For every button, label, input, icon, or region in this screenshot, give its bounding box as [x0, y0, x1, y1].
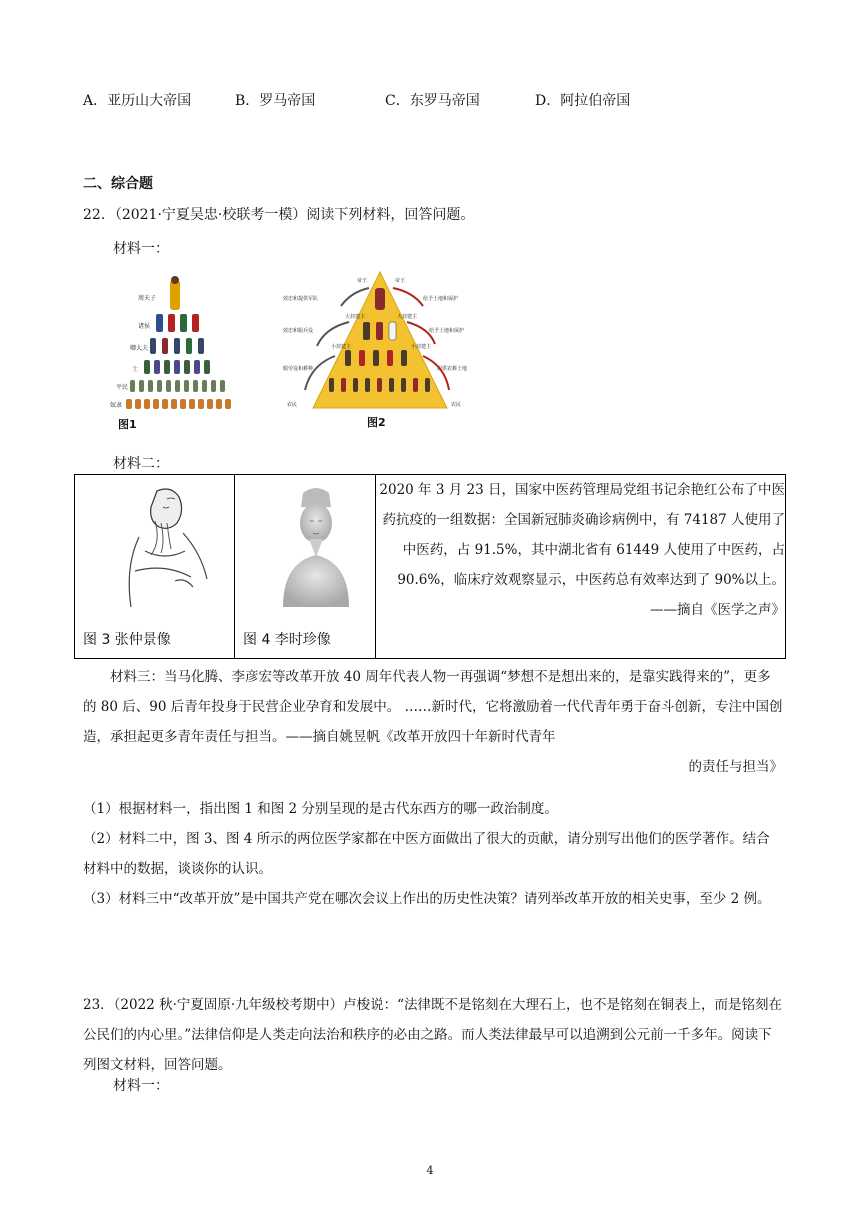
option-b: B．罗马帝国	[235, 93, 316, 109]
subquestion-3: （3）材料三中“改革开放”是中国共产党在哪次会议上作出的历史性决策？请列举改革开放的相关史事，至少 2 例。	[83, 891, 771, 907]
fig2-level-label: 农民	[287, 402, 298, 408]
material-3-text: 材料三：当马化腾、李彦宏等改革开放 40 周年代表人物一再强调“梦想不是想出来的，是靠实践得来的”，更多的 80 后、90 后青年投身于民营企业孕育和发展中。 ……新时代，它将激励着一代代青年勇于奋斗创新，专注中国创造，承担起更多青年责任与担当。——摘自姚昱帆《改革开放四十年新时代青年	[83, 669, 783, 745]
option-c: C．东罗马帝国	[385, 93, 480, 109]
fig3-cell	[75, 475, 235, 659]
fig1-level-label: 士	[132, 366, 139, 373]
question-22-subquestions	[83, 794, 783, 914]
material-3-source-end: 的责任与担当》	[688, 759, 783, 775]
fig3-caption: 图 3 张仲景像	[83, 632, 171, 648]
material-1-label: 材料一：	[113, 241, 169, 257]
fig2-level-label: 帝王	[357, 278, 368, 284]
subquestion-2: （2）材料二中，图 3、图 4 所示的两位医学家都在中医方面做出了很大的贡献，请分别写出他们的医学著作。结合材料中的数据，谈谈你的认识。	[83, 831, 770, 877]
material-3	[83, 662, 783, 782]
fig2-level-label: 小封建主	[411, 344, 432, 350]
fig2-right-label: 提供农耕土地	[437, 366, 468, 372]
fig1-level-label: 诸侯	[138, 323, 151, 330]
fig2-left-label: 效忠和提供军队	[283, 296, 319, 302]
fig1-level-label: 平民	[116, 384, 129, 391]
question-23-stem: 23．（2022 秋·宁夏固原·九年级校考期中）卢梭说：“法律既不是铭刻在大理石上，也不是铭刻在铜表上，而是铭刻在公民们的内心里。”法律信仰是人类走向法治和秩序的必由之路。而人类法律最早可以追溯到公元前一千多年。阅读下列图文材料，回答问题。	[83, 997, 783, 1073]
option-d: D．阿拉伯帝国	[535, 93, 631, 109]
fig2-left-label: 效忠和服兵役	[283, 328, 314, 334]
fig2-level-label: 大封建主	[345, 314, 366, 320]
material-2-table	[74, 474, 786, 659]
fig2-level-label: 大封建主	[397, 314, 418, 320]
fig1-caption: 图1	[118, 418, 137, 431]
fig1-level-label: 周天子	[138, 295, 157, 302]
fig2-level-label: 帝王	[395, 278, 406, 284]
section-title: 二、综合题	[83, 176, 153, 192]
fig2-left-label: 服劳役和耕种	[283, 366, 314, 372]
li-shizhen-bust	[273, 483, 359, 607]
subquestion-1: （1）根据材料一，指出图 1 和图 2 分别呈现的是古代东西方的哪一政治制度。	[83, 801, 558, 817]
question-23-material-1-label: 材料一：	[113, 1078, 169, 1094]
page-number: 4	[426, 1164, 434, 1177]
zhang-zhongjing-portrait	[105, 481, 215, 611]
material-2-text: 2020 年 3 月 23 日，国家中医药管理局党组书记余艳红公布了中医药抗疫的一组数据：全国新冠肺炎确诊病例中，有 74187 人使用了中医药，占 91.5%，其中湖北省有 61449 人使用了中医药，占 90.6%，临床疗效观察显示，中医药总有效率达到了 90%以上。——摘自《医学之声》	[376, 475, 786, 659]
fig4-cell	[235, 475, 376, 659]
fig2-caption: 图2	[367, 416, 386, 429]
fig2-level-label: 小封建主	[331, 344, 352, 350]
question-22-stem: 22．（2021·宁夏吴忠·校联考一模）阅读下列材料，回答问题。	[83, 207, 475, 223]
fig4-caption: 图 4 李时珍像	[243, 632, 331, 648]
fig1-level-label: 奴隶	[110, 402, 123, 409]
figure-1-zhou-hierarchy	[108, 272, 258, 432]
fig1-level-label: 卿大夫	[130, 345, 149, 352]
material-2-label: 材料二：	[113, 456, 169, 472]
option-a: A．亚历山大帝国	[83, 93, 192, 109]
fig2-level-label: 农民	[451, 402, 462, 408]
fig2-right-label: 给予土地和保护	[429, 328, 465, 334]
figure-2-feudal-pyramid	[283, 270, 473, 430]
fig2-right-label: 给予土地和保护	[423, 296, 459, 302]
